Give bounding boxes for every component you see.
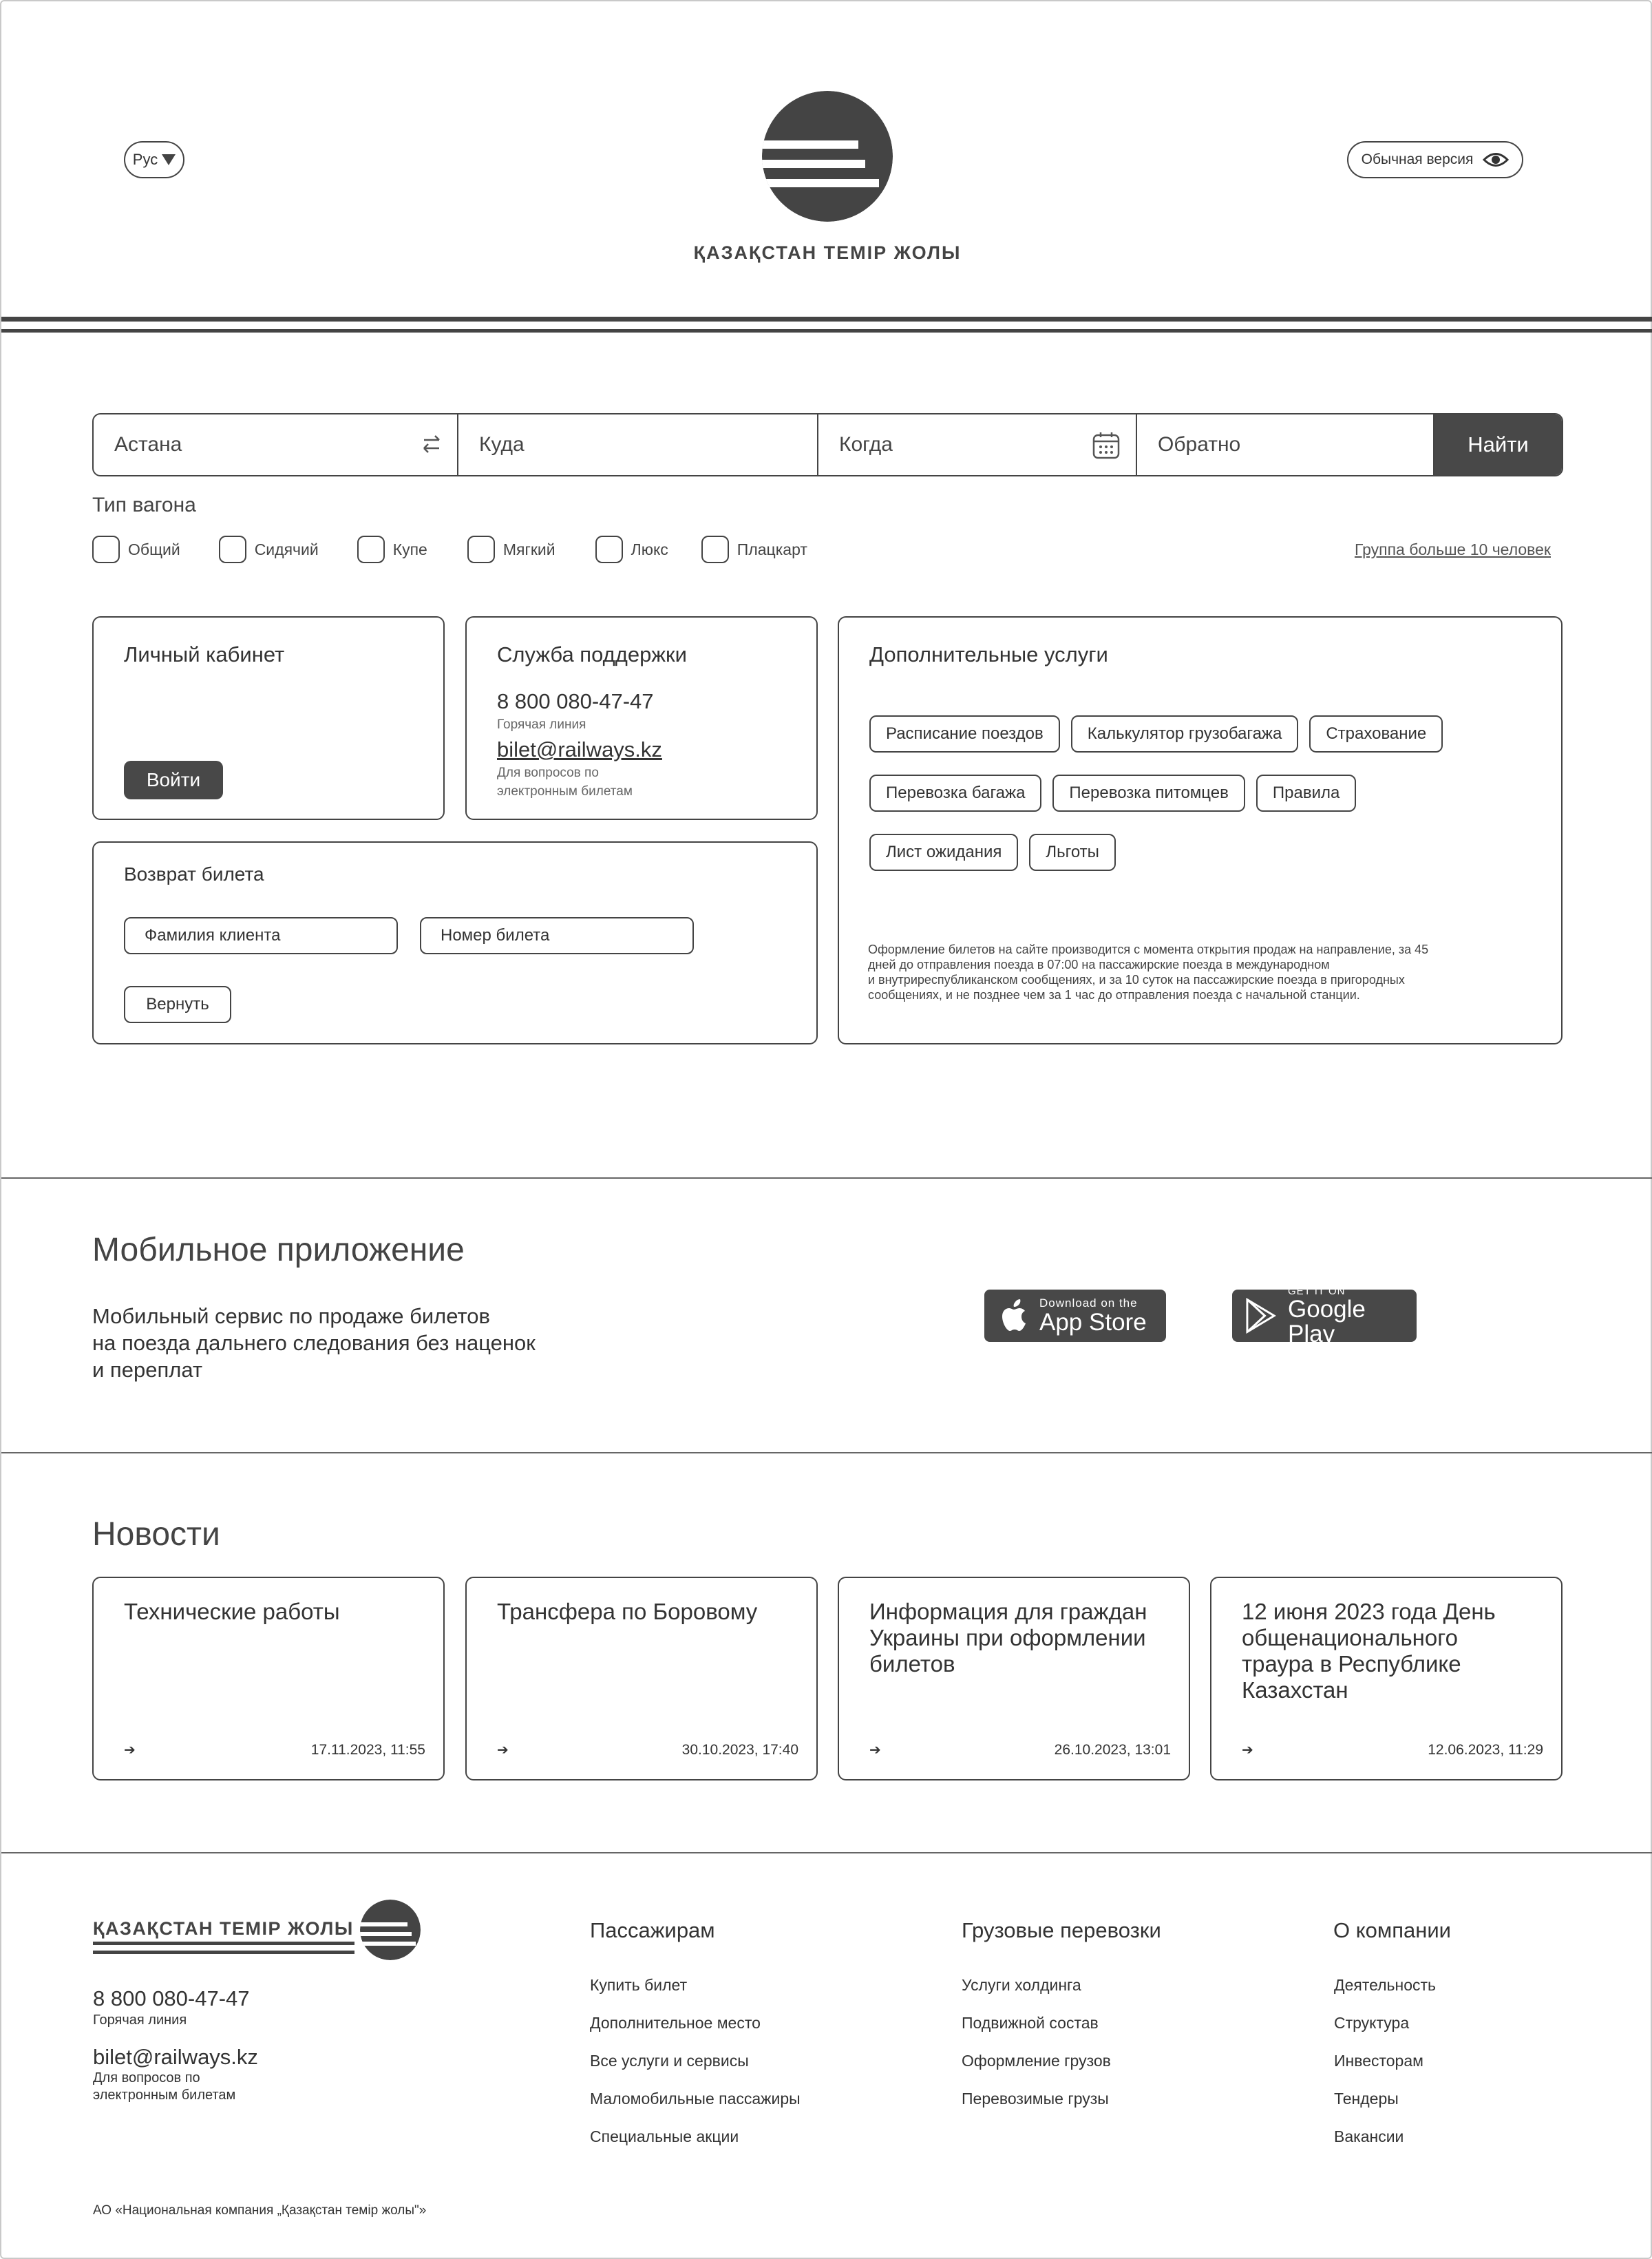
arrow-right-icon: ➔ [869, 1743, 881, 1758]
cargo-calculator-button[interactable]: Калькулятор грузобагажа [1071, 715, 1299, 753]
footer-link[interactable]: Услуги холдинга [962, 1976, 1081, 1994]
checkbox-icon[interactable] [595, 536, 623, 563]
mobile-line: на поезда дальнего следования без наценок [92, 1331, 536, 1355]
login-button[interactable]: Войти [124, 761, 223, 799]
sales-notice [868, 942, 1487, 1002]
pets-button[interactable]: Перевозка питомцев [1052, 775, 1245, 812]
footer-email-note-2: электронным билетам [93, 2088, 236, 2103]
eye-icon [1483, 151, 1509, 169]
apple-icon [999, 1298, 1030, 1334]
footer-link[interactable]: Оформление грузов [962, 2052, 1111, 2070]
news-card-date: 30.10.2023, 17:40 [681, 1742, 798, 1758]
app-store-small: Download on the [1039, 1296, 1138, 1310]
footer-logo-icon [359, 1899, 421, 1961]
news-card-date: 17.11.2023, 11:55 [310, 1742, 425, 1758]
google-play-text [1288, 1285, 1417, 1347]
insurance-button[interactable]: Страхование [1309, 715, 1443, 753]
find-button[interactable]: Найти [1434, 414, 1562, 475]
wagon-checkbox-soft[interactable] [467, 536, 555, 563]
account-title: Личный кабинет [124, 642, 285, 666]
footer-col-title-passengers: Пассажирам [590, 1918, 715, 1942]
app-store-big: App Store [1039, 1309, 1147, 1336]
news-card-title: Информация для граждан Украины при оформлении билетов [869, 1599, 1147, 1677]
support-email-note-2: электронным билетам [497, 784, 633, 799]
mobile-app-title: Мобильное приложение [92, 1232, 465, 1268]
swap-icon[interactable] [421, 432, 442, 456]
footer-brand-rule [93, 1942, 354, 1945]
google-play-big: Google Play [1288, 1295, 1366, 1347]
footer-link[interactable]: Тендеры [1334, 2090, 1399, 2108]
account-card [92, 616, 445, 820]
checkbox-icon[interactable] [701, 536, 729, 563]
notice-line: и внутриреспубликанском сообщениях, и за 10 суток на пассажирские поезда в пригородных [868, 973, 1405, 987]
services-row-1 [869, 715, 1544, 775]
google-play-button[interactable] [1232, 1285, 1417, 1347]
from-field[interactable] [94, 414, 458, 475]
footer-link[interactable]: Купить билет [590, 1976, 688, 1994]
news-card-date: 26.10.2023, 13:01 [1054, 1742, 1171, 1758]
checkbox-label: Купе [392, 540, 427, 558]
news-card[interactable] [465, 1577, 818, 1780]
services-row-3 [869, 834, 1544, 893]
date-placeholder: Когда [839, 433, 893, 456]
wagon-type-title: Тип вагона [92, 494, 196, 516]
footer-phone-note: Горячая линия [93, 2013, 187, 2028]
wagon-type-options [92, 536, 846, 563]
waitlist-button[interactable]: Лист ожидания [869, 834, 1018, 871]
ticket-number-input[interactable]: Номер билета [420, 917, 694, 954]
return-date-field[interactable] [1137, 414, 1434, 475]
news-card[interactable] [838, 1577, 1190, 1780]
news-card-title: 12 июня 2023 года День общенационального траура в Республике Казахстан [1242, 1599, 1496, 1703]
rules-button[interactable]: Правила [1256, 775, 1356, 812]
version-toggle-button[interactable] [1347, 141, 1523, 178]
chevron-down-icon [162, 154, 176, 165]
services-pills [869, 715, 1544, 893]
google-play-icon [1245, 1296, 1280, 1335]
notice-line: дней до отправления поезда в 07:00 на пассажирские поезда в международном [868, 958, 1330, 971]
footer-phone[interactable]: 8 800 080-47-47 [93, 1986, 250, 2010]
baggage-button[interactable]: Перевозка багажа [869, 775, 1041, 812]
news-card-title: Трансфера по Боровому [497, 1599, 758, 1624]
checkbox-icon[interactable] [219, 536, 246, 563]
support-card [465, 616, 818, 820]
services-title: Дополнительные услуги [869, 642, 1108, 666]
footer-email-note-1: Для вопросов по [93, 2070, 200, 2085]
checkbox-label: Сидячий [254, 540, 319, 558]
checkbox-icon[interactable] [467, 536, 495, 563]
wagon-checkbox-lux[interactable] [595, 536, 668, 563]
to-field[interactable] [458, 414, 818, 475]
section-divider [1, 1852, 1652, 1853]
footer-link[interactable]: Инвесторам [1334, 2052, 1423, 2070]
footer-link[interactable]: Структура [1334, 2014, 1410, 2032]
header-rule-bottom [1, 329, 1652, 333]
app-store-button[interactable] [984, 1290, 1166, 1342]
surname-input[interactable]: Фамилия клиента [124, 917, 398, 954]
mobile-app-description [92, 1303, 615, 1383]
copyright: АО «Национальная компания „Қазақстан темір жолы"» [93, 2203, 427, 2218]
header-rule-top [1, 317, 1652, 322]
footer-link[interactable]: Перевозимые грузы [962, 2090, 1109, 2108]
refund-title: Возврат билета [124, 863, 264, 885]
notice-line: сообщениях, и не позднее чем за 1 час до отправления поезда с начальной станции. [868, 988, 1360, 1002]
wagon-checkbox-seated[interactable] [219, 536, 319, 563]
wagon-checkbox-general[interactable] [92, 536, 180, 563]
checkbox-label: Общий [128, 540, 180, 558]
news-card[interactable] [92, 1577, 445, 1780]
support-email-note-1: Для вопросов по [497, 766, 599, 780]
language-selector[interactable] [124, 141, 184, 178]
news-card-title: Технические работы [124, 1599, 340, 1624]
news-card[interactable] [1210, 1577, 1563, 1780]
google-play-small: GET IT ON [1288, 1285, 1346, 1297]
footer-brand: ҚАЗАҚСТАН ТЕМІР ЖОЛЫ [93, 1918, 354, 1939]
return-placeholder: Обратно [1158, 433, 1241, 456]
news-title: Новости [92, 1516, 220, 1553]
arrow-right-icon: ➔ [1242, 1743, 1253, 1758]
checkbox-icon[interactable] [92, 536, 120, 563]
to-placeholder: Куда [479, 433, 525, 456]
footer-link[interactable]: Маломобильные пассажиры [590, 2090, 801, 2108]
footer-link[interactable]: Специальные акции [590, 2127, 739, 2145]
footer-link[interactable]: Все услуги и сервисы [590, 2052, 749, 2070]
wagon-checkbox-platzkart[interactable] [701, 536, 807, 563]
footer-link[interactable]: Подвижной состав [962, 2014, 1099, 2032]
checkbox-label: Плацкарт [737, 540, 807, 558]
arrow-right-icon: ➔ [124, 1743, 136, 1758]
support-phone[interactable]: 8 800 080-47-47 [497, 689, 654, 713]
benefits-button[interactable]: Льготы [1029, 834, 1116, 871]
wagon-checkbox-coupe[interactable] [357, 536, 427, 563]
footer-brand-rule [93, 1951, 354, 1954]
support-email[interactable]: bilet@railways.kz [497, 737, 662, 761]
footer-link[interactable]: Деятельность [1334, 1976, 1437, 1994]
language-label: Рус [132, 151, 158, 168]
from-value: Астана [114, 433, 182, 456]
notice-line: Оформление билетов на сайте производится с момента открытия продаж на направление, за 45 [868, 943, 1429, 956]
section-divider [1, 1177, 1652, 1179]
refund-card [92, 841, 818, 1044]
footer-link[interactable]: Дополнительное место [590, 2014, 761, 2032]
refund-button[interactable]: Вернуть [124, 986, 231, 1023]
arrow-right-icon: ➔ [497, 1743, 509, 1758]
checkbox-icon[interactable] [357, 536, 385, 563]
services-row-2 [869, 775, 1544, 834]
group-booking-link[interactable]: Группа больше 10 человек [1354, 540, 1551, 558]
calendar-icon[interactable] [1092, 431, 1121, 460]
ticket-search-bar [92, 413, 1563, 476]
brand-title: ҚАЗАҚСТАН ТЕМІР ЖОЛЫ [693, 242, 962, 263]
mobile-line: и переплат [92, 1358, 203, 1382]
footer-email[interactable]: bilet@railways.kz [93, 2045, 258, 2069]
news-card-date: 12.06.2023, 11:29 [1428, 1742, 1543, 1758]
app-store-text [1039, 1296, 1147, 1335]
support-phone-note: Горячая линия [497, 717, 586, 732]
version-toggle-label: Обычная версия [1361, 151, 1474, 167]
support-title: Служба поддержки [497, 642, 687, 666]
footer-link[interactable]: Вакансии [1334, 2127, 1404, 2145]
footer-col-title-company: О компании [1333, 1918, 1451, 1942]
section-divider [1, 1452, 1652, 1453]
footer-col-title-cargo: Грузовые перевозки [962, 1918, 1161, 1942]
schedule-button[interactable]: Расписание поездов [869, 715, 1060, 753]
mobile-line: Мобильный сервис по продаже билетов [92, 1304, 491, 1328]
checkbox-label: Мягкий [502, 540, 555, 558]
ktz-logo-icon [762, 91, 893, 222]
date-field[interactable] [818, 414, 1137, 475]
checkbox-label: Люкс [631, 540, 668, 558]
